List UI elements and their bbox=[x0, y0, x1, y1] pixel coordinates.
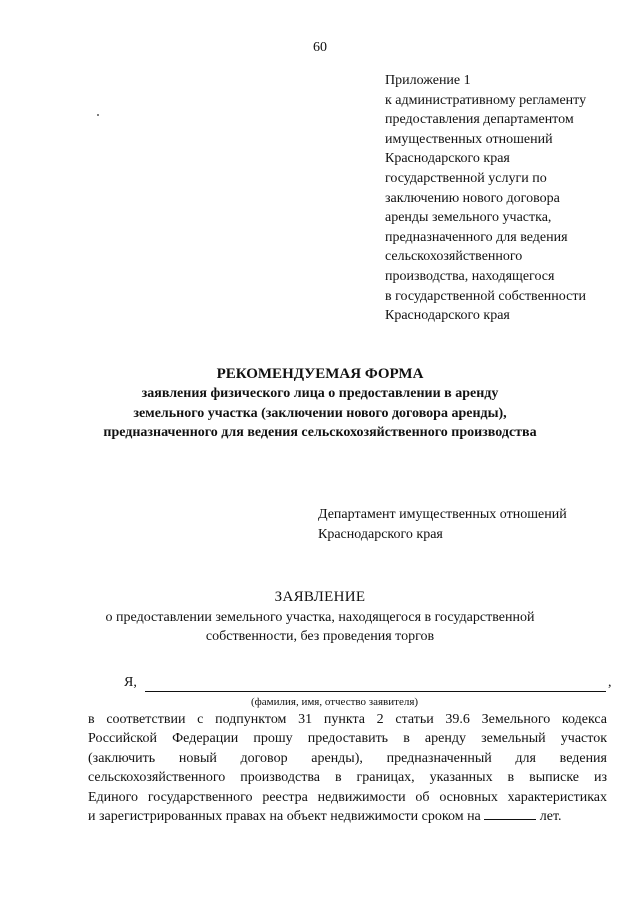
form-title-line: земельного участка (заключении нового договора аренды), bbox=[133, 405, 507, 421]
appendix-line: в государственной собственности bbox=[385, 288, 586, 304]
body-line: (заключить новый договор аренды), предназначенный для ведения bbox=[88, 750, 607, 766]
appendix-line: к административному регламенту bbox=[385, 92, 587, 108]
body-line: Российской Федерации прошу предоставить в аренду земельный участок bbox=[88, 731, 607, 747]
appendix-line: предоставления департаментом bbox=[385, 112, 574, 128]
statement-body bbox=[88, 710, 607, 826]
appendix-line: Краснодарского края bbox=[385, 308, 510, 324]
appendix-line: имущественных отношений bbox=[385, 131, 553, 147]
appendix-line: производства, находящегося bbox=[385, 268, 555, 284]
statement-heading: ЗАЯВЛЕНИЕ bbox=[274, 589, 366, 605]
lease-term-field[interactable] bbox=[484, 818, 536, 820]
body-last-line-start: и зарегистрированных правах на объект недвижимости сроком на bbox=[88, 809, 481, 825]
appendix-line: аренды земельного участка, bbox=[385, 210, 552, 226]
appendix-line: сельскохозяйственного bbox=[385, 249, 523, 265]
form-title-line: предназначенного для ведения сельскохозяйственного производства bbox=[103, 425, 537, 440]
appendix-line: заключению нового договора bbox=[385, 190, 560, 206]
body-line: в соответствии с подпунктом 31 пункта 2 статьи 39.6 Земельного кодекса bbox=[88, 712, 607, 727]
addressee-line: Департамент имущественных отношений bbox=[318, 507, 567, 522]
body-line: Единого государственного реестра недвижимости об основных характеристиках bbox=[88, 789, 607, 805]
appendix-line: предназначенного для ведения bbox=[385, 229, 568, 245]
appendix-line: Краснодарского края bbox=[385, 151, 510, 167]
applicant-name-row bbox=[124, 675, 614, 695]
applicant-comma: , bbox=[608, 675, 612, 690]
applicant-name-field[interactable] bbox=[145, 691, 606, 692]
statement-subtitle-line: собственности, без проведения торгов bbox=[205, 629, 435, 644]
appendix-line: государственной услуги по bbox=[385, 170, 547, 186]
statement-subtitle-line: о предоставлении земельного участка, находящегося в государственной bbox=[105, 609, 535, 625]
body-last-line bbox=[88, 807, 607, 826]
body-line: сельскохозяйственного производства в границах, указанных в выписке из bbox=[88, 770, 607, 786]
appendix-line: Приложение 1 bbox=[385, 73, 471, 88]
addressee bbox=[318, 505, 567, 545]
page-number: 60 bbox=[313, 40, 327, 55]
scan-dot bbox=[97, 114, 99, 116]
addressee-line: Краснодарского края bbox=[318, 527, 443, 542]
applicant-name-hint: (фамилия, имя, отчество заявителя) bbox=[251, 696, 419, 708]
statement-title bbox=[0, 588, 640, 647]
form-title-heading: РЕКОМЕНДУЕМАЯ ФОРМА bbox=[216, 366, 424, 382]
applicant-label: Я, bbox=[124, 675, 137, 690]
form-title bbox=[0, 364, 640, 443]
body-last-line-end: лет. bbox=[539, 809, 562, 825]
form-title-line: заявления физического лица о предоставлении в аренду bbox=[141, 386, 499, 401]
appendix-note bbox=[385, 71, 586, 326]
